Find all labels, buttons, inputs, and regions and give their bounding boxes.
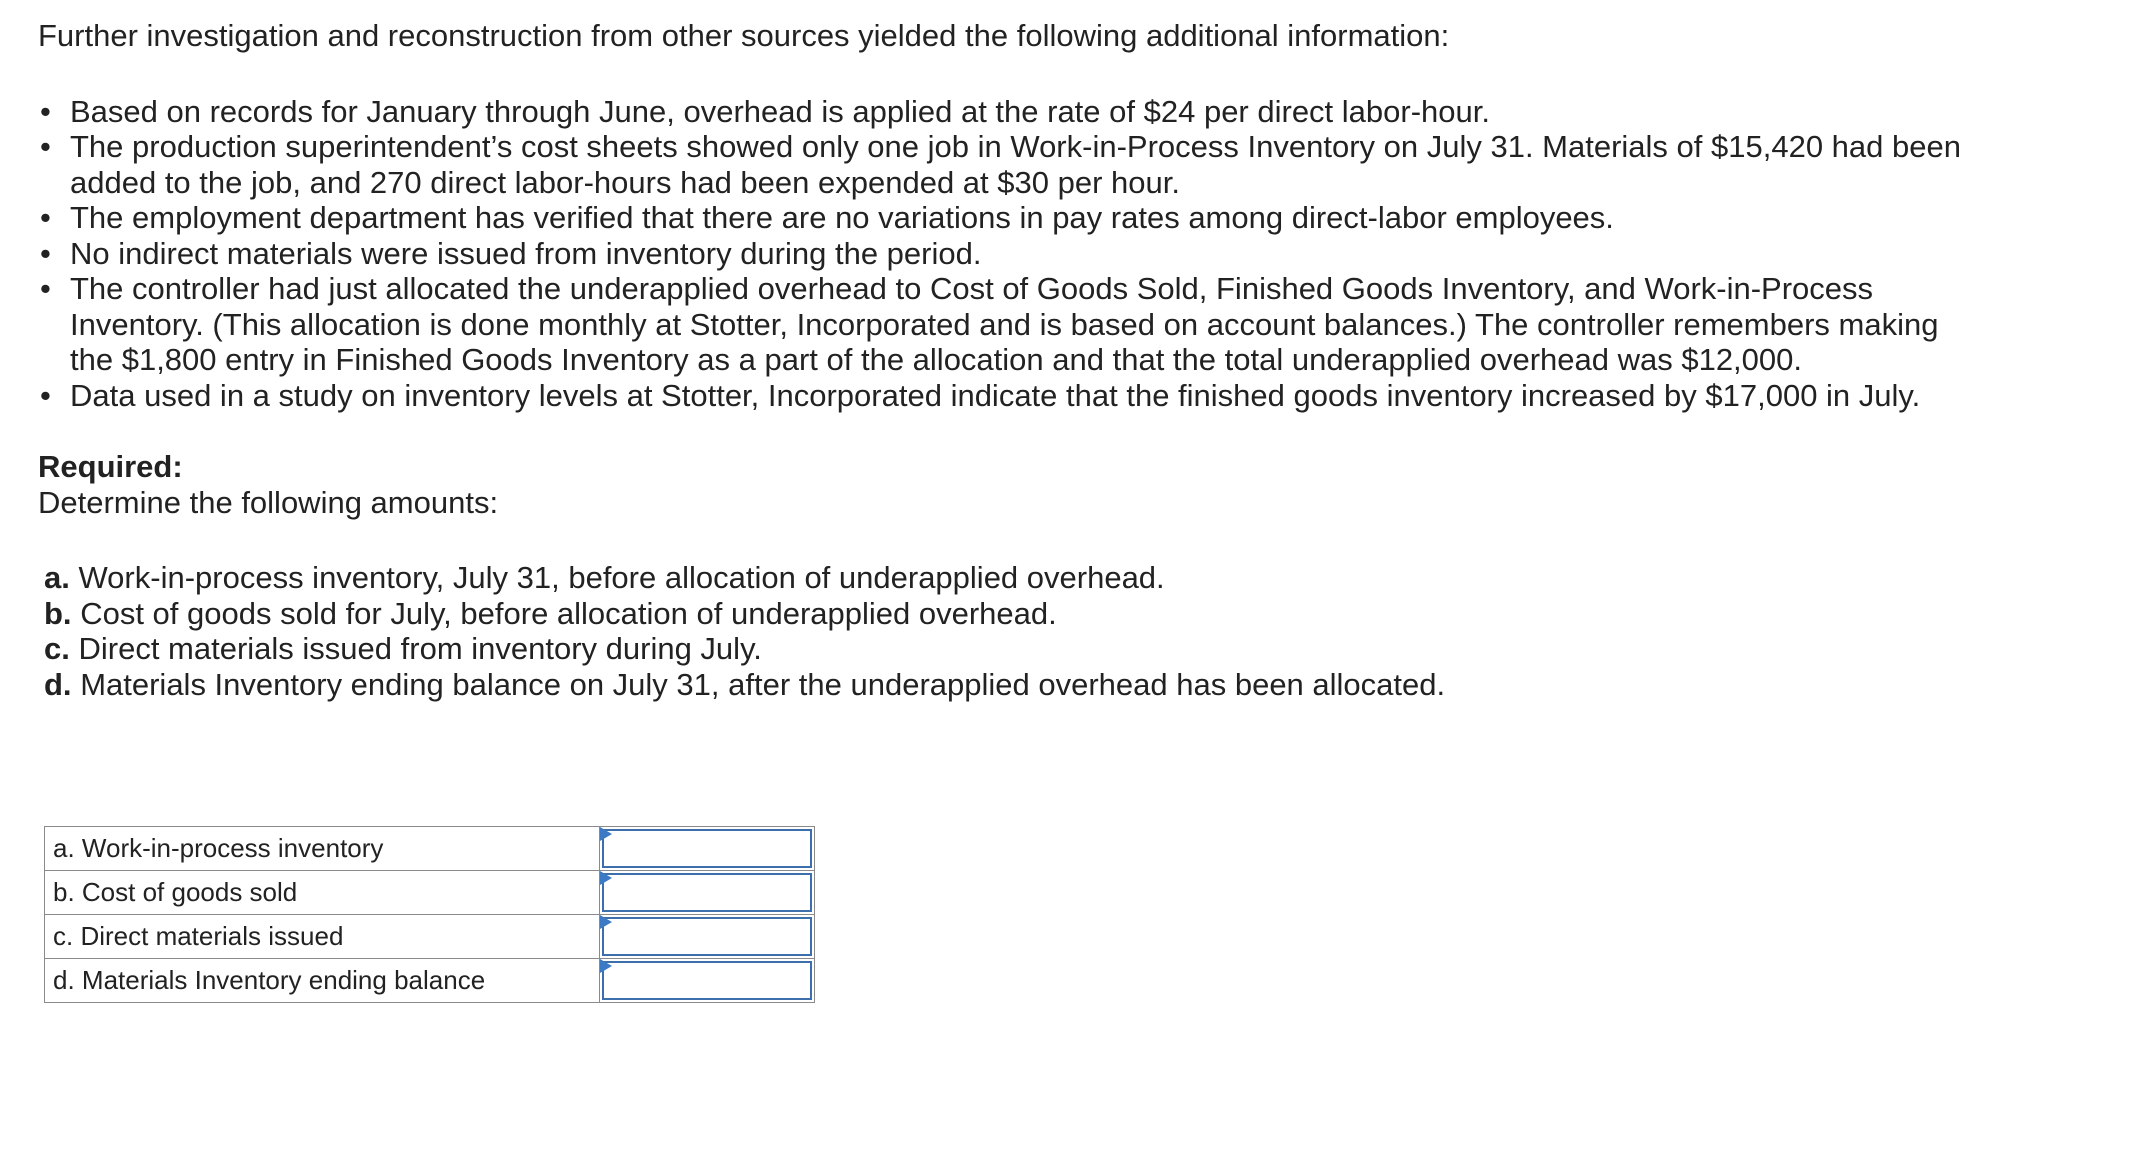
part-text: Direct materials issued from inventory during July. — [78, 631, 762, 666]
intro-text: Further investigation and reconstruction from other sources yielded the following additional information: — [38, 18, 1450, 53]
input-marker-icon — [600, 959, 612, 973]
row-label: c. Direct materials issued — [45, 915, 600, 959]
table-row — [45, 827, 815, 871]
bullet-item: • Data used in a study on inventory levels at Stotter, Incorporated indicate that the finished goods inventory increased by $17,000 in July. — [38, 378, 1990, 414]
answer-table — [44, 826, 815, 1003]
table-row — [45, 959, 815, 1003]
part-letter: d. — [44, 666, 72, 702]
wip-inventory-input[interactable] — [602, 829, 812, 868]
bullet-item: • The controller had just allocated the underapplied overhead to Cost of Goods Sold, Finished Goods Inventory, and Work-in-Process Inventory. (This allocation is done monthly at Stotter, Incorporated and is based on account balances.) The controller remembers making the $1,800 entry in Finished Goods Inventory as a part of the allocation and that the total underapplied overhead was $12,000. — [38, 271, 1990, 378]
answer-cell — [600, 827, 815, 871]
row-label: b. Cost of goods sold — [45, 871, 600, 915]
part-item — [44, 631, 2098, 667]
problem-content — [38, 18, 2098, 702]
required-heading: Required: — [38, 449, 183, 484]
bullet-item: • The employment department has verified that there are no variations in pay rates among direct-labor employees. — [38, 200, 1990, 236]
part-text: Work-in-process inventory, July 31, before allocation of underapplied overhead. — [78, 560, 1165, 595]
row-label: d. Materials Inventory ending balance — [45, 959, 600, 1003]
part-letter: a. — [44, 560, 70, 595]
required-text: Determine the following amounts: — [38, 484, 499, 520]
row-label: a. Work-in-process inventory — [45, 827, 600, 871]
part-item — [44, 667, 2098, 703]
answer-cell — [600, 959, 815, 1003]
part-text: Materials Inventory ending balance on July 31, after the underapplied overhead has been allocated. — [80, 666, 1446, 702]
answer-cell — [600, 871, 815, 915]
input-marker-icon — [600, 915, 612, 929]
input-marker-icon — [600, 827, 612, 841]
bullet-item: • No indirect materials were issued from inventory during the period. — [38, 236, 1990, 272]
bullet-item: • The production superintendent’s cost sheets showed only one job in Work-in-Process Inventory on July 31. Materials of $15,420 had been added to the job, and 270 direct labor-hours had been expended at $30 per hour. — [38, 129, 1990, 200]
answer-cell — [600, 915, 815, 959]
input-marker-icon — [600, 871, 612, 885]
materials-inventory-balance-input[interactable] — [602, 961, 812, 1000]
direct-materials-issued-input[interactable] — [602, 917, 812, 956]
part-item — [44, 596, 2098, 632]
cost-of-goods-sold-input[interactable] — [602, 873, 812, 912]
info-bullet-list — [38, 94, 2098, 414]
part-letter: c. — [44, 631, 70, 666]
part-letter: b. — [44, 595, 72, 631]
table-row — [45, 871, 815, 915]
part-item — [44, 560, 2098, 596]
required-parts-list — [44, 560, 2098, 702]
bullet-item: • Based on records for January through June, overhead is applied at the rate of $24 per direct labor-hour. — [38, 94, 1990, 130]
part-text: Cost of goods sold for July, before allocation of underapplied overhead. — [80, 595, 1057, 631]
table-row — [45, 915, 815, 959]
